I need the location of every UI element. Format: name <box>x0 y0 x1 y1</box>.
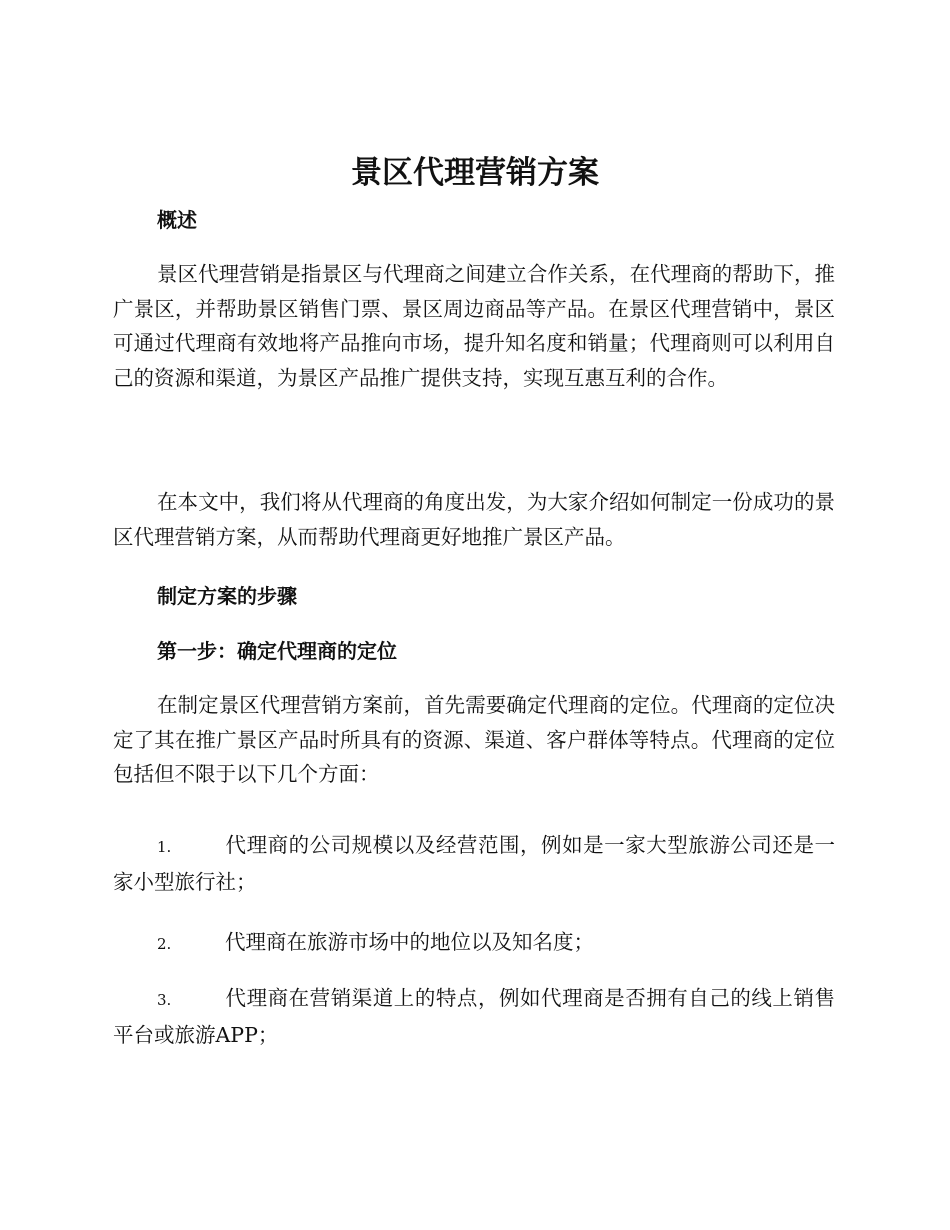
list-item <box>113 981 835 1052</box>
section-heading-overview: 概述 <box>157 208 197 232</box>
list-item-number: 3. <box>157 991 172 1009</box>
page-title: 景区代理营销方案 <box>351 155 599 191</box>
step-1-heading: 第一步：确定代理商的定位 <box>157 639 397 663</box>
list-item-text: 代理商在营销渠道上的特点，例如代理商是否拥有自己的线上销售平台或旅游APP； <box>113 986 835 1047</box>
paragraph-step-1: 在制定景区代理营销方案前，首先需要确定代理商的定位。代理商的定位决定了其在推广景区产品时所具有的资源、渠道、客户群体等特点。代理商的定位包括但不限于以下几个方面： <box>113 693 835 786</box>
list-item-number: 2. <box>157 935 172 953</box>
list-item-text: 代理商的公司规模以及经营范围，例如是一家大型旅游公司还是一家小型旅行社； <box>113 833 835 894</box>
list-item-text: 代理商在旅游市场中的地位以及知名度； <box>225 930 594 954</box>
paragraph-intro: 景区代理营销是指景区与代理商之间建立合作关系，在代理商的帮助下，推广景区，并帮助景区销售门票、景区周边商品等产品。在景区代理营销中，景区可通过代理商有效地将产品推向市场，提升知名度和销量；代理商则可以利用自己的资源和渠道，为景区产品推广提供支持，实现互惠互利的合作。 <box>113 262 835 390</box>
list-item <box>113 828 835 899</box>
list-item-number: 1. <box>157 838 172 856</box>
paragraph-purpose: 在本文中，我们将从代理商的角度出发，为大家介绍如何制定一份成功的景区代理营销方案，从而帮助代理商更好地推广景区产品。 <box>113 490 835 549</box>
section-heading-steps: 制定方案的步骤 <box>157 584 297 608</box>
list-item <box>113 925 835 962</box>
